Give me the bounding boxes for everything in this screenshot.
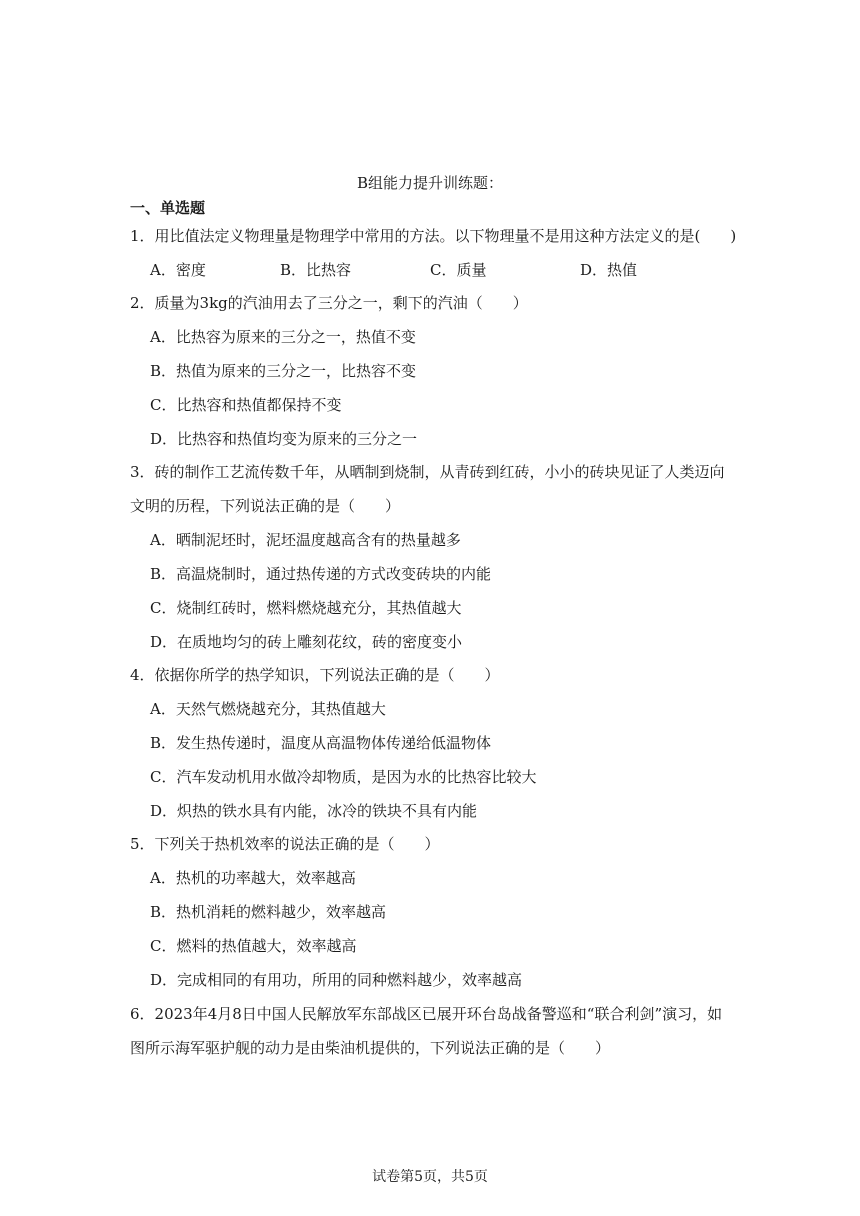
question-3-option-d[interactable]: D．在质地均匀的砖上雕刻花纹，砖的密度变小 — [150, 633, 463, 651]
question-3-option-b[interactable]: B．高温烧制时，通过热传递的方式改变砖块的内能 — [150, 565, 492, 583]
question-3-stem-line-1: 3．砖的制作工艺流传数千年，从晒制到烧制，从青砖到红砖，小小的砖块见证了人类迈向 — [130, 463, 725, 481]
question-3-option-a[interactable]: A．晒制泥坯时，泥坯温度越高含有的热量越多 — [150, 531, 461, 549]
page-title: B组能力提升训练题： — [356, 174, 504, 192]
section-heading: 一、单选题 — [130, 199, 206, 217]
question-5-option-b[interactable]: B．热机消耗的燃料越少，效率越高 — [150, 903, 387, 921]
question-3-option-c[interactable]: C．烧制红砖时，燃料燃烧越充分，其热值越大 — [150, 599, 462, 617]
question-4-option-c[interactable]: C．汽车发动机用水做冷却物质，是因为水的比热容比较大 — [150, 768, 537, 786]
question-6-stem-line-1: 6．2023年4月8日中国人民解放军东部战区已展开环台岛战备警巡和“联合利剑”演习，如 — [130, 1005, 723, 1023]
question-5-option-a[interactable]: A．热机的功率越大，效率越高 — [150, 869, 356, 887]
question-2-option-c[interactable]: C．比热容和热值都保持不变 — [150, 396, 342, 414]
question-1-option-a[interactable]: A．密度 — [150, 261, 206, 279]
question-1-stem: 1．用比值法定义物理量是物理学中常用的方法。以下物理量不是用这种方法定义的是( ) — [130, 227, 737, 245]
question-1-options — [150, 259, 710, 279]
question-5-option-d[interactable]: D．完成相同的有用功，所用的同种燃料越少，效率越高 — [150, 971, 523, 989]
question-4-option-d[interactable]: D．炽热的铁水具有内能，冰冷的铁块不具有内能 — [150, 802, 478, 820]
question-5-option-c[interactable]: C．燃料的热值越大，效率越高 — [150, 937, 357, 955]
question-4-stem: 4．依据你所学的热学知识，下列说法正确的是（ ） — [130, 666, 500, 684]
question-3-stem-line-2: 文明的历程，下列说法正确的是（ ） — [130, 497, 401, 515]
question-2-option-d[interactable]: D．比热容和热值均变为原来的三分之一 — [150, 430, 418, 448]
question-6-stem-line-2: 图所示海军驱护舰的动力是由柴油机提供的，下列说法正确的是（ ） — [130, 1039, 611, 1057]
page-footer: 试卷第5页，共5页 — [372, 1169, 488, 1185]
question-2-stem: 2．质量为3kg的汽油用去了三分之一，剩下的汽油（ ） — [130, 294, 528, 312]
question-1-option-b[interactable]: B．比热容 — [280, 261, 352, 279]
question-2-option-a[interactable]: A．比热容为原来的三分之一，热值不变 — [150, 328, 416, 346]
question-5-stem: 5．下列关于热机效率的说法正确的是（ ） — [130, 835, 440, 853]
question-2-option-b[interactable]: B．热值为原来的三分之一，比热容不变 — [150, 362, 417, 380]
question-4-option-b[interactable]: B．发生热传递时，温度从高温物体传递给低温物体 — [150, 734, 492, 752]
question-1-option-c[interactable]: C．质量 — [430, 261, 487, 279]
question-4-option-a[interactable]: A．天然气燃烧越充分，其热值越大 — [150, 700, 386, 718]
question-1-option-d[interactable]: D．热值 — [580, 261, 638, 279]
